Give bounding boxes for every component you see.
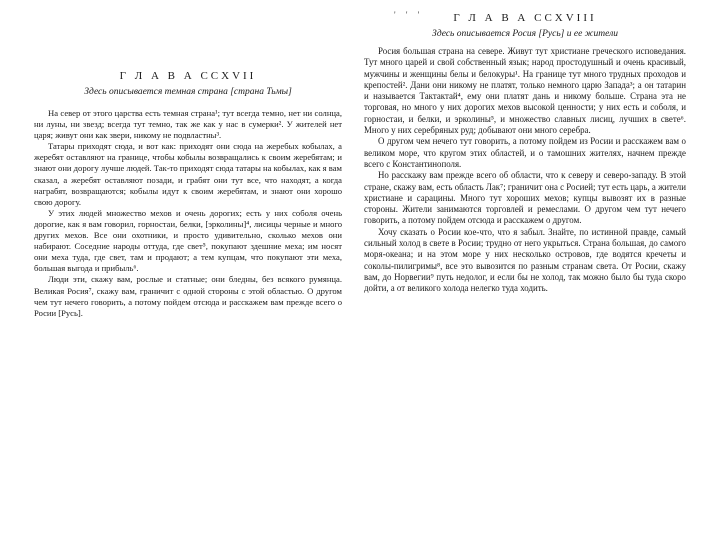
top-page-mark: ' ' ' — [394, 10, 424, 20]
left-paragraph: У этих людей множество мехов и очень дорогих; есть у них соболя очень дорогие, как я вам говорил, горностаи, белки, [эрколины]⁴, лисицы черные и много других мехов. Все они охотники, и просто удивительно, сколько мехов они набирают. Соседние народы оттуда, где свет⁵, покупают здешние меха; им носят они меха туда, где свет, там и продают; а тем купцам, что покупают эти меха, большая выгода и прибыль⁶. — [34, 207, 342, 274]
right-paragraph: Росия большая страна на севере. Живут тут христиане греческого исповедания. Тут много царей и свой собственный язык; народ простодушный и очень красивый, мужчины и женщины белы и белокуры¹. На границе тут много трудных проходов и крепостей². Дани они никому не платят, только немного царю Запада³; а он татарин и называется Тактактай⁴, ему они платят дань и никому больше. Страна эта не торговая, но много у них дорогих мехов высокой ценности; у них есть и соболя, и горностаи, и белки, и эрколины⁵, и множество славных лисиц, лучших в свете⁶. Много у них серебряных руд; добывают они много серебра. — [364, 46, 686, 136]
right-chapter-subtitle: Здесь описывается Росия [Русь] и ее жители — [432, 29, 618, 39]
left-chapter-title: Г Л А В А CCXVII — [119, 70, 257, 82]
right-chapter-title: Г Л А В А CCXVIII — [453, 12, 597, 24]
right-page-column — [364, 12, 686, 295]
left-chapter-subtitle: Здесь описывается темная страна [страна Тьмы] — [84, 87, 292, 97]
right-paragraph: О другом чем нечего тут говорить, а потому пойдем из Росии и расскажем вам о великом море, что кругом этих областей, и о тамошних жителях, начнем прежде всего с Константинополя. — [364, 136, 686, 169]
left-paragraph: Татары приходят сюда, и вот как: приходят они сюда на жеребых кобылах, а жеребят оставляют на границе, чтобы кобылы возвращались к своим жеребятам; и знают они дорогу лучше людей. Так-то приходят сюда татары на кобылах, как я вам сказал, а жеребят оставляют позади, и грабят они тут все, что находят, а когда награбят, возвращаются; кобылы идут к своим жеребятам, и знают они хорошо свою дорогу. — [34, 141, 342, 207]
left-paragraph: Люди эти, скажу вам, рослые и статные; они бледны, без всякого румянца. Великая Росия⁷, скажу вам, граничит с одной стороны с этой областью. О другом чем тут нечего говорить, а потому пойдем отсюда и расскажем вам прежде всего о Росии [Русь]. — [34, 274, 342, 318]
left-page-column — [34, 66, 342, 319]
right-body-text — [364, 46, 686, 295]
left-body-text — [34, 108, 342, 319]
left-paragraph: На север от этого царства есть темная страна¹; тут всегда темно, нет ни солнца, ни луны, ни звезд; всегда тут темно, так же как у нас в сумерки². У жителей нет царя; живут они как звери, никому не подвластны³. — [34, 108, 342, 141]
right-paragraph: Но расскажу вам прежде всего об области, что к северу и северо-западу. В этой стране, скажу вам, есть область Лак⁷; граничит она с Росией; тут есть царь, а жители христиане и сарацины. Много тут хороших мехов; купцы вывозят их в разные стороны. Жители занимаются торговлей и ремеслами. О другом чем тут нечего говорить, а потому пойдем отсюда и расскажем о другом. — [364, 170, 686, 226]
right-paragraph: Хочу сказать о Росии кое-что, что я забыл. Знайте, по истинной правде, самый сильный холод в свете в Росии; трудно от него укрыться. Страна большая, до самого моря-океана; и на этом море у них несколько островов, где водятся кречеты и соколы-пилигримы⁸, все это вывозится по разным странам света. От Росии, скажу вам, до Норвегии⁹ путь недолог, и если бы не холод, так можно было бы туда скоро дойти, а от великого холода нелегко туда ходить. — [364, 226, 686, 294]
